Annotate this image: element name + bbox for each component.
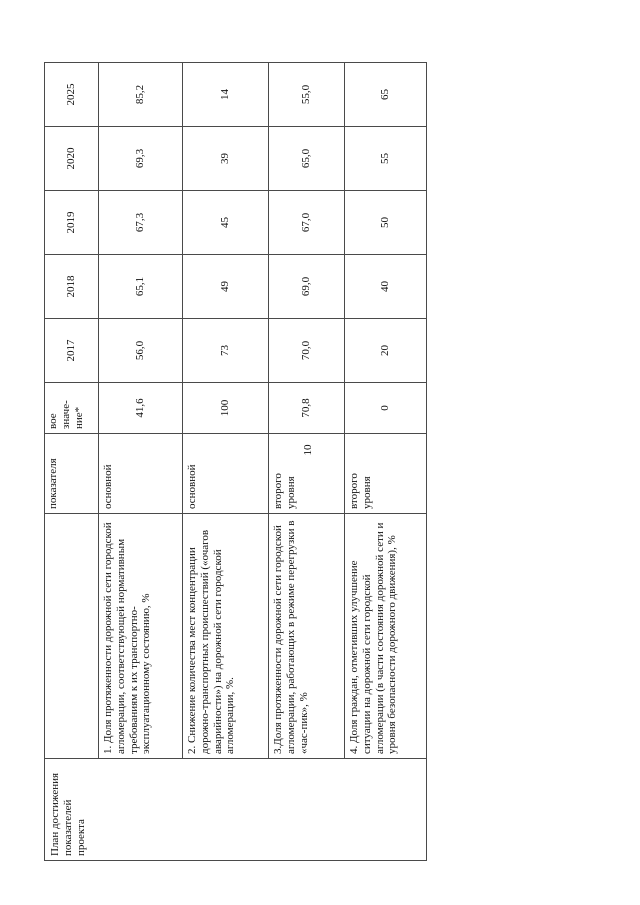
row-value-2019: 67,0 — [269, 191, 345, 255]
table-row — [183, 63, 269, 861]
row-value-2020: 55 — [345, 127, 427, 191]
row-value-2019: 50 — [345, 191, 427, 255]
header-type: показателя — [45, 434, 99, 514]
header-year-2025: 2025 — [45, 63, 99, 127]
row-value-2025: 85,2 — [99, 63, 183, 127]
header-base: вое значе-ние* — [45, 383, 99, 434]
row-base: 41,6 — [99, 383, 183, 434]
header-indicator — [45, 514, 99, 759]
row-indicator: 2. Снижение количества мест концентрации дорожно-транспортных происшествий («очагов аварийности») на дорожной сети городской агломерации, %. — [183, 514, 269, 759]
row-indicator: 4. Доля граждан, отметивших улучшение ситуации на дорожной сети городской агломерации (в части состояния дорожной сети и уровня безопасности дорожного движения), % — [345, 514, 427, 759]
plan-label: План достижения показателей проекта — [49, 772, 87, 856]
table-row — [345, 63, 427, 861]
page-number: 10 — [302, 444, 314, 456]
row-type: второго уровня — [269, 434, 345, 514]
table-row — [269, 63, 345, 861]
row-value-2019: 45 — [183, 191, 269, 255]
row-type: основной — [183, 434, 269, 514]
plan-label-cell — [45, 759, 427, 861]
row-value-2019: 67,3 — [99, 191, 183, 255]
row-value-2018: 49 — [183, 255, 269, 319]
row-indicator: 1. Доля протяженности дорожной сети городской агломерации, соответствующей нормативным требованиям к их транспортно-эксплуатационному состоянию, % — [99, 514, 183, 759]
row-value-2025: 65 — [345, 63, 427, 127]
row-value-2017: 56,0 — [99, 319, 183, 383]
row-value-2018: 69,0 — [269, 255, 345, 319]
row-base: 0 — [345, 383, 427, 434]
row-value-2017: 73 — [183, 319, 269, 383]
row-value-2020: 65,0 — [269, 127, 345, 191]
row-value-2018: 40 — [345, 255, 427, 319]
row-base: 70,8 — [269, 383, 345, 434]
row-value-2020: 39 — [183, 127, 269, 191]
rotated-table-container — [44, 63, 426, 861]
header-year-2019: 2019 — [45, 191, 99, 255]
indicators-table — [44, 62, 427, 861]
row-base: 100 — [183, 383, 269, 434]
header-year-2018: 2018 — [45, 255, 99, 319]
row-indicator: 3.Доля протяженности дорожной сети городской агломерации, работающих в режиме перегрузки в «час-пик», % — [269, 514, 345, 759]
row-value-2020: 69,3 — [99, 127, 183, 191]
row-value-2017: 20 — [345, 319, 427, 383]
row-value-2018: 65,1 — [99, 255, 183, 319]
header-year-2020: 2020 — [45, 127, 99, 191]
row-value-2025: 14 — [183, 63, 269, 127]
header-year-2017: 2017 — [45, 319, 99, 383]
row-type: основной — [99, 434, 183, 514]
table-row — [99, 63, 183, 861]
table-header-row — [45, 63, 99, 861]
row-value-2025: 55,0 — [269, 63, 345, 127]
row-type: второго уровня — [345, 434, 427, 514]
row-value-2017: 70,0 — [269, 319, 345, 383]
